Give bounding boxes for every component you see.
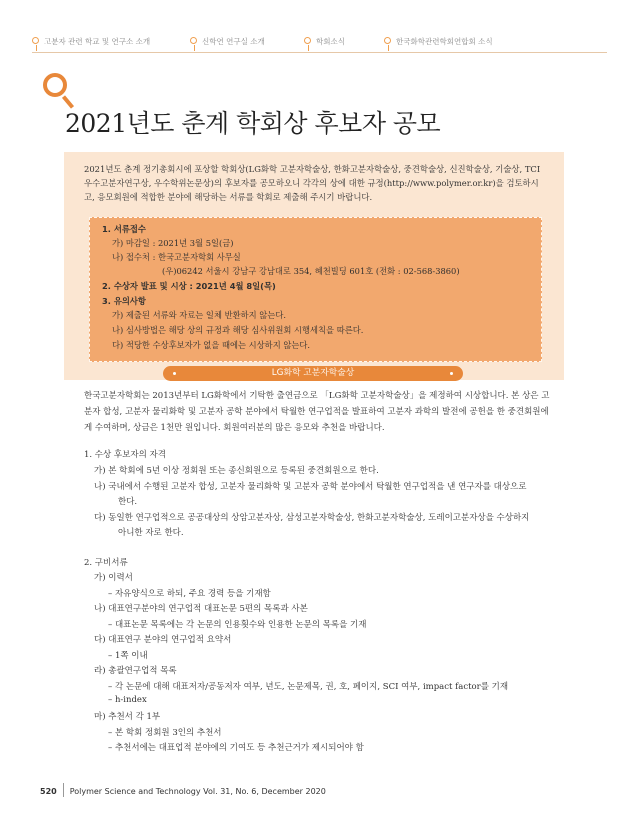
- qual-b-cont: 한다.: [118, 497, 138, 507]
- submission-heading: 1. 서류접수: [102, 224, 146, 234]
- caution-b: 나) 심사방법은 해당 상의 규정과 해당 심사위원회 시행세칙을 따른다.: [112, 325, 364, 335]
- docs-c: 다) 대표연구 분야의 연구업적 요약서: [94, 635, 232, 645]
- nav-label: 신학연 연구실 소개: [202, 37, 265, 46]
- receiver-line: 나) 접수처 : 한국고분자학회 사무실: [112, 252, 241, 262]
- nav-bullet-icon: [304, 37, 311, 44]
- nav-item-schools[interactable]: [32, 36, 150, 47]
- nav-bullet-icon: [32, 37, 39, 44]
- nav-label: 고분자 관련 학교 및 연구소 소개: [44, 37, 151, 46]
- caution-c: 다) 적당한 수상후보자가 없을 때에는 시상하지 않는다.: [112, 340, 311, 350]
- deadline-line: 가) 마감일 : 2021년 3월 5일(금): [112, 238, 234, 248]
- address-line: (우)06242 서울시 강남구 강남대로 354, 혜천빌딩 601호 (전화 : 02-568-3860): [162, 266, 460, 276]
- pill-dot-icon: [173, 372, 176, 375]
- docs-b: 나) 대표연구분야의 연구업적 대표논문 5편의 목록과 사본: [94, 604, 308, 614]
- nav-item-labs[interactable]: [190, 36, 265, 47]
- nav-item-federation[interactable]: [384, 36, 493, 47]
- nav-bullet-icon: [190, 37, 197, 44]
- docs-d-1: – 각 논문에 대해 대표저자/공동저자 여부, 년도, 논문제목, 권, 호, 페이지, SCI 여부, impact factor를 기재: [108, 682, 509, 692]
- award-body: [84, 388, 554, 753]
- nav-item-news[interactable]: [304, 36, 345, 47]
- journal-citation: Polymer Science and Technology Vol. 31, No. 6, December 2020: [69, 787, 326, 796]
- docs-d: 라) 총괄연구업적 목록: [94, 666, 177, 676]
- notice-intro: 2021년도 춘계 정기총회시에 포상할 학회상(LG화학 고분자학술상, 한화고분자학술상, 중견학술상, 신진학술상, 기술상, TCI 우수고분자연구상, 우수학위논문상)의 후보자를 공모하오니 각각의 상에 대한 규정(http://www.polymer.or.kr)을 검토하시고, 응모회원에 적합한 분야에 해당하는 서류를 학회로 제출해 주시기 바랍니다.: [84, 164, 541, 202]
- docs-e-2: – 추천서에는 대표업적 분야에의 기여도 등 추천근거가 제시되어야 함: [108, 743, 364, 753]
- qual-c-cont: 아니한 자로 한다.: [118, 528, 184, 538]
- docs-e-1: – 본 학회 정회원 3인의 추천서: [108, 728, 222, 738]
- docs-b-1: – 대표논문 목록에는 각 논문의 인용횟수와 인용한 논문의 목록을 기재: [108, 620, 367, 630]
- docs-d-2: – h-index: [108, 695, 147, 705]
- award-heading: LG화학 고분자학술상: [271, 368, 355, 378]
- notice-box: [64, 152, 564, 380]
- title-ring-icon: [43, 73, 67, 97]
- page-title: 2021년도 춘계 학회상 후보자 공모: [65, 109, 441, 138]
- caution-heading: 3. 유의사항: [102, 296, 146, 306]
- page-number: 520: [40, 787, 57, 796]
- nav-bullet-icon: [384, 37, 391, 44]
- qual-heading: 1. 수상 후보자의 자격: [84, 450, 166, 460]
- nav-divider: [32, 52, 607, 53]
- announcement-line: 2. 수상자 발표 및 시상 : 2021년 4월 8일(목): [102, 281, 276, 291]
- qual-b: 나) 국내에서 수행된 고분자 합성, 고분자 물리화학 및 고분자 공학 분야에서 탁월한 연구업적을 낸 연구자를 대상으로: [94, 482, 527, 492]
- docs-a: 가) 이력서: [94, 573, 133, 583]
- award-intro: 한국고분자학회는 2013년부터 LG화학에서 기탁한 출연금으로 「LG화학 고분자학술상」을 제정하여 시상합니다. 본 상은 고분자 합성, 고분자 물리화학 및 고분자 공학 분야에서 탁월한 연구업적을 발표하여 고분자 과학의 발전에 공헌을 한 중견회원에게 수여하며, 상금은 1천만 원입니다. 회원여러분의 많은 응모와 추천을 바랍니다.: [84, 391, 550, 433]
- award-heading-pill: [163, 366, 463, 381]
- docs-c-1: – 1쪽 이내: [108, 651, 148, 661]
- section-nav: [32, 36, 605, 52]
- nav-label: 한국화학관련학회연합회 소식: [396, 37, 493, 46]
- docs-a-1: – 자유양식으로 하되, 주요 경력 등을 기재함: [108, 589, 271, 599]
- notice-details: [89, 217, 542, 362]
- pill-dot-icon: [450, 372, 453, 375]
- nav-label: 학회소식: [316, 37, 345, 46]
- qual-a: 가) 본 학회에 5년 이상 정회원 또는 종신회원으로 등록된 중견회원으로 한다.: [94, 466, 379, 476]
- caution-a: 가) 제출된 서류와 자료는 일체 반환하지 않는다.: [112, 310, 286, 320]
- page-footer: [40, 783, 326, 799]
- qual-c: 다) 동일한 연구업적으로 공공대상의 상암고분자상, 삼성고분자학술상, 한화고분자학술상, 도레이고분자상을 수상하지: [94, 513, 530, 523]
- docs-heading: 2. 구비서류: [84, 558, 128, 568]
- footer-divider: [63, 783, 64, 797]
- docs-e: 마) 추천서 각 1부: [94, 712, 161, 722]
